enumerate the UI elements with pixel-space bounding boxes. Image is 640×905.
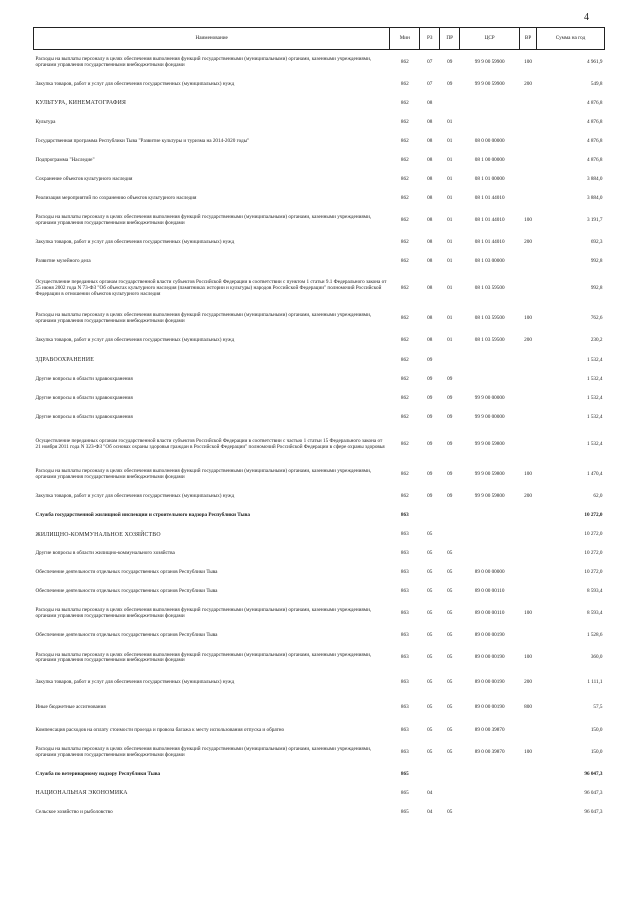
cell-csr: 08 1 03 59500: [474, 315, 505, 322]
cell-name: КУЛЬТУРА, КИНЕМАТОГРАФИЯ: [35, 100, 127, 107]
cell-rz: 09: [427, 492, 433, 499]
table-row: [34, 506, 605, 525]
cell-rz: 05: [427, 610, 433, 617]
cell-csr: [460, 113, 520, 132]
cell-vr: [520, 526, 537, 545]
cell-sum: 10 272,0: [584, 531, 603, 538]
cell-sum: 8 593,4: [586, 588, 603, 595]
cell-min: 862: [400, 315, 409, 322]
cell-vr: 100: [524, 610, 532, 617]
cell-pr: 05: [447, 679, 453, 686]
cell-pr: 05: [447, 550, 453, 557]
cell-rz: 09: [427, 440, 433, 447]
cell-csr: 89 0 00 00190: [474, 654, 505, 661]
cell-rz: 09: [427, 470, 433, 477]
cell-csr: 08 1 00 00000: [474, 156, 505, 163]
cell-min: 862: [400, 492, 409, 499]
budget-table: [33, 27, 605, 822]
cell-sum: 1 528,6: [586, 632, 603, 639]
cell-vr: 200: [524, 492, 532, 499]
cell-rz: 07: [427, 80, 433, 87]
table-row: [34, 803, 605, 822]
cell-min: 862: [400, 176, 409, 183]
cell-rz: 05: [427, 632, 433, 639]
cell-min: 863: [400, 704, 409, 711]
cell-vr: [520, 765, 537, 784]
cell-min: 863: [400, 632, 409, 639]
table-row: [34, 170, 605, 189]
cell-pr: 09: [447, 470, 453, 477]
cell-name: Иные бюджетные ассигнования: [35, 704, 106, 711]
cell-csr: [460, 545, 520, 564]
cell-pr: [440, 94, 460, 113]
cell-name: Расходы на выплаты персоналу в целях обеспечения выполнения функций государственными (муниципальными) органами, казенными учреждениями, органами управления государственными внебюджетными фондами: [35, 214, 372, 227]
table-row: [34, 427, 605, 462]
cell-name: Расходы на выплаты персоналу в целях обеспечения выполнения функций государственными (муниципальными) органами, казенными учреждениями, органами управления государственными внебюджетными фондами: [35, 607, 372, 620]
cell-vr: [520, 784, 537, 803]
cell-pr: 09: [447, 394, 453, 401]
cell-csr: 99 9 00 00000: [474, 394, 505, 401]
cell-sum: 549,8: [590, 80, 603, 87]
table-row: [34, 94, 605, 113]
table-row: [34, 462, 605, 487]
table-row: [34, 646, 605, 671]
cell-name: Другие вопросы в области жилищно-коммунального хозяйства: [35, 550, 175, 557]
cell-csr: 89 0 00 00000: [474, 569, 505, 576]
page-number: 4: [584, 12, 589, 23]
cell-sum: 96 047,3: [584, 770, 603, 777]
cell-pr: 05: [447, 569, 453, 576]
cell-pr: 09: [447, 413, 453, 420]
cell-sum: 992,8: [590, 285, 603, 292]
cell-rz: 05: [427, 748, 433, 755]
cell-pr: [440, 506, 460, 525]
cell-vr: 100: [524, 217, 532, 224]
table-row: [34, 784, 605, 803]
table-row: [34, 545, 605, 564]
cell-vr: [520, 506, 537, 525]
cell-csr: 08 1 03 59500: [474, 337, 505, 344]
cell-rz: 08: [427, 315, 433, 322]
cell-sum: 1 532,4: [586, 356, 603, 363]
cell-pr: [440, 526, 460, 545]
cell-vr: [520, 389, 537, 408]
cell-csr: 08 0 00 00000: [474, 137, 505, 144]
cell-rz: 05: [427, 654, 433, 661]
cell-vr: [520, 545, 537, 564]
table-row: [34, 564, 605, 583]
cell-rz: 05: [427, 550, 433, 557]
cell-sum: 1 532,4: [586, 413, 603, 420]
cell-pr: 01: [447, 176, 453, 183]
cell-pr: 01: [447, 118, 453, 125]
cell-name: Расходы на выплаты персоналу в целях обеспечения выполнения функций государственными (муниципальными) органами, казенными учреждениями, органами управления государственными внебюджетными фондами: [35, 651, 372, 664]
cell-vr: [520, 351, 537, 370]
cell-sum: 992,8: [590, 258, 603, 265]
cell-min: 863: [400, 569, 409, 576]
cell-sum: 692,3: [590, 239, 603, 246]
cell-pr: 01: [447, 285, 453, 292]
cell-csr: [460, 526, 520, 545]
cell-sum: 1 532,4: [586, 440, 603, 447]
cell-vr: 200: [524, 679, 532, 686]
cell-rz: 09: [427, 375, 433, 382]
cell-vr: 200: [524, 337, 532, 344]
table-row: [34, 307, 605, 332]
table-row: [34, 332, 605, 351]
cell-min: 862: [400, 217, 409, 224]
cell-name: Обеспечение деятельности отдельных государственных органов Республики Тыва: [35, 588, 218, 595]
cell-min: 865: [400, 789, 409, 796]
cell-rz: 08: [427, 99, 433, 106]
cell-name: Культура: [35, 118, 56, 125]
table-row: [34, 671, 605, 696]
cell-vr: 800: [524, 704, 532, 711]
table-row: [34, 351, 605, 370]
cell-csr: 08 1 01 44010: [474, 195, 505, 202]
cell-sum: 3 884,0: [586, 195, 603, 202]
cell-csr: 08 1 03 59500: [474, 285, 505, 292]
cell-vr: [520, 253, 537, 272]
cell-name: Сельское хозяйство и рыболовство: [35, 808, 113, 815]
cell-sum: 57,5: [593, 704, 603, 711]
table-row: [34, 272, 605, 307]
cell-vr: 200: [524, 80, 532, 87]
cell-sum: 1 111,1: [587, 679, 603, 686]
table-row: [34, 132, 605, 151]
cell-csr: 89 0 00 00190: [474, 704, 505, 711]
cell-csr: [460, 803, 520, 822]
cell-name: Подпрограмма "Наследие": [35, 156, 95, 163]
cell-csr: 08 1 03 00000: [474, 258, 505, 265]
cell-rz: 08: [427, 137, 433, 144]
cell-sum: 1 532,4: [586, 375, 603, 382]
cell-rz: [420, 506, 440, 525]
cell-name: Развитие музейного дела: [35, 258, 91, 265]
cell-vr: [520, 408, 537, 427]
cell-rz: 05: [427, 588, 433, 595]
cell-sum: 150,0: [590, 726, 603, 733]
cell-name: Закупка товаров, работ и услуг для обеспечения государственных (муниципальных) нужд: [35, 492, 235, 499]
cell-rz: 08: [427, 176, 433, 183]
cell-name: Расходы на выплаты персоналу в целях обеспечения выполнения функций государственными (муниципальными) органами, казенными учреждениями, органами управления государственными внебюджетными фондами: [35, 745, 372, 758]
cell-name: Расходы на выплаты персоналу в целях обеспечения выполнения функций государственными (муниципальными) органами, казенными учреждениями, органами управления государственными внебюджетными фондами: [35, 55, 372, 68]
cell-sum: 96 047,3: [584, 808, 603, 815]
table-row: [34, 487, 605, 506]
cell-csr: 99 9 00 00000: [474, 413, 505, 420]
cell-min: 863: [400, 679, 409, 686]
header-csr: ЦСР: [460, 28, 520, 50]
cell-rz: 05: [427, 679, 433, 686]
table-row: [34, 721, 605, 740]
cell-vr: [520, 427, 537, 462]
cell-pr: 09: [447, 375, 453, 382]
cell-csr: [460, 370, 520, 389]
cell-rz: 08: [427, 118, 433, 125]
cell-pr: 01: [447, 217, 453, 224]
cell-pr: 01: [447, 315, 453, 322]
cell-sum: 1 532,4: [586, 394, 603, 401]
cell-pr: 01: [447, 337, 453, 344]
cell-csr: 89 0 00 00190: [474, 679, 505, 686]
cell-pr: [440, 784, 460, 803]
cell-pr: 05: [447, 704, 453, 711]
cell-min: 863: [400, 748, 409, 755]
cell-name: Расходы на выплаты персоналу в целях обеспечения выполнения функций государственными (муниципальными) органами, казенными учреждениями, органами управления государственными внебюджетными фондами: [35, 312, 372, 325]
cell-pr: 01: [447, 195, 453, 202]
cell-min: 862: [400, 375, 409, 382]
cell-sum: 10 272,0: [584, 569, 603, 576]
table-row: [34, 740, 605, 765]
cell-pr: [440, 765, 460, 784]
header-name: Наименование: [34, 28, 390, 50]
cell-sum: 4 876,8: [586, 99, 603, 106]
table-row: [34, 408, 605, 427]
cell-name: Реализация мероприятий по сохранению объектов культурного наследия: [35, 195, 197, 202]
cell-sum: 1 470,4: [586, 470, 603, 477]
cell-csr: 99 9 00 59800: [474, 492, 505, 499]
cell-name: Служба по ветеринарному надзору Республики Тыва: [35, 770, 161, 777]
cell-min: 862: [400, 80, 409, 87]
cell-min: 865: [400, 770, 409, 777]
cell-vr: [520, 113, 537, 132]
cell-min: 862: [400, 356, 409, 363]
cell-rz: 08: [427, 217, 433, 224]
table-row: [34, 765, 605, 784]
cell-csr: 99 9 00 59900: [474, 80, 505, 87]
cell-vr: [520, 564, 537, 583]
cell-min: 863: [400, 511, 409, 518]
header-pr: ПР: [440, 28, 460, 50]
cell-sum: 8 593,4: [586, 610, 603, 617]
cell-rz: 09: [427, 356, 433, 363]
cell-csr: [460, 94, 520, 113]
cell-pr: 01: [447, 156, 453, 163]
cell-min: 862: [400, 156, 409, 163]
cell-pr: 05: [447, 654, 453, 661]
cell-csr: [460, 784, 520, 803]
cell-vr: [520, 170, 537, 189]
table-row: [34, 627, 605, 646]
cell-name: Закупка товаров, работ и услуг для обеспечения государственных (муниципальных) нужд: [35, 80, 235, 87]
cell-vr: [520, 721, 537, 740]
table-row: [34, 526, 605, 545]
cell-min: 862: [400, 337, 409, 344]
cell-csr: 99 9 00 59900: [474, 58, 505, 65]
cell-rz: 04: [427, 789, 433, 796]
cell-vr: [520, 627, 537, 646]
cell-sum: 96 047,3: [584, 789, 603, 796]
cell-name: Обеспечение деятельности отдельных государственных органов Республики Тыва: [35, 632, 218, 639]
cell-name: Другие вопросы в области здравоохранения: [35, 375, 133, 382]
cell-vr: [520, 583, 537, 602]
cell-pr: 09: [447, 440, 453, 447]
cell-csr: [460, 351, 520, 370]
cell-vr: [520, 803, 537, 822]
cell-rz: 09: [427, 413, 433, 420]
cell-rz: 08: [427, 195, 433, 202]
cell-pr: [440, 351, 460, 370]
cell-vr: [520, 370, 537, 389]
table-row: [34, 50, 605, 76]
cell-name: Закупка товаров, работ и услуг для обеспечения государственных (муниципальных) нужд: [35, 239, 235, 246]
cell-min: 863: [400, 550, 409, 557]
cell-vr: 200: [524, 239, 532, 246]
cell-vr: 100: [524, 315, 532, 322]
cell-name: Закупка товаров, работ и услуг для обеспечения государственных (муниципальных) нужд: [35, 679, 235, 686]
cell-vr: [520, 272, 537, 307]
cell-min: 862: [400, 258, 409, 265]
cell-vr: 100: [524, 748, 532, 755]
cell-sum: 762,6: [590, 315, 603, 322]
table-row: [34, 370, 605, 389]
cell-csr: [460, 765, 520, 784]
cell-rz: 04: [427, 808, 433, 815]
cell-sum: 150,0: [590, 748, 603, 755]
cell-name: Осуществление переданных органам государственной власти субъектов Российской Федерации в соответствии с пунктом 1 статьи 9.1 Федерального закона от 25 июня 2002 года N 73-ФЗ "Об объектах культурного наследия (памятниках истории и культуры) народов Российской Федерации" полномочий Российской Федерации в отношении объектов культурного наследия: [35, 279, 387, 298]
cell-pr: 09: [447, 492, 453, 499]
cell-min: 863: [400, 531, 409, 538]
cell-min: 862: [400, 440, 409, 447]
cell-rz: 05: [427, 569, 433, 576]
cell-min: 863: [400, 588, 409, 595]
table-row: [34, 583, 605, 602]
cell-name: Другие вопросы в области здравоохранения: [35, 394, 133, 401]
cell-pr: 01: [447, 239, 453, 246]
cell-csr: 08 1 01 44010: [474, 217, 505, 224]
table-row: [34, 696, 605, 721]
table-row: [34, 151, 605, 170]
cell-vr: 100: [524, 654, 532, 661]
cell-name: Закупка товаров, работ и услуг для обеспечения государственных (муниципальных) нужд: [35, 337, 235, 344]
cell-vr: 100: [524, 58, 532, 65]
cell-csr: 08 1 01 44010: [474, 239, 505, 246]
cell-sum: 10 272,0: [584, 511, 603, 518]
cell-csr: 08 1 01 00000: [474, 176, 505, 183]
cell-vr: [520, 132, 537, 151]
cell-min: 862: [400, 413, 409, 420]
cell-rz: 05: [427, 726, 433, 733]
cell-sum: 4 876,8: [586, 156, 603, 163]
cell-csr: 89 0 00 00110: [474, 588, 505, 595]
cell-rz: 05: [427, 704, 433, 711]
table-row: [34, 253, 605, 272]
cell-sum: 4 961,9: [586, 58, 603, 65]
cell-min: 862: [400, 195, 409, 202]
cell-rz: [420, 765, 440, 784]
cell-sum: 62,0: [593, 492, 603, 499]
header-sum: Сумма на год: [537, 28, 605, 50]
cell-sum: 3 191,7: [586, 217, 603, 224]
header-min: Мин: [390, 28, 420, 50]
cell-pr: 01: [447, 258, 453, 265]
cell-csr: 89 0 00 39870: [474, 748, 505, 755]
cell-min: 865: [400, 808, 409, 815]
cell-min: 863: [400, 654, 409, 661]
cell-name: НАЦИОНАЛЬНАЯ ЭКОНОМИКА: [35, 790, 128, 797]
cell-pr: 09: [447, 58, 453, 65]
cell-csr: 89 0 00 39870: [474, 726, 505, 733]
header-vr: ВР: [520, 28, 537, 50]
cell-pr: 01: [447, 137, 453, 144]
cell-sum: 360,0: [590, 654, 603, 661]
cell-pr: 05: [447, 588, 453, 595]
cell-min: 863: [400, 610, 409, 617]
cell-rz: 09: [427, 394, 433, 401]
cell-vr: [520, 151, 537, 170]
cell-pr: 09: [447, 80, 453, 87]
cell-rz: 08: [427, 156, 433, 163]
cell-rz: 05: [427, 531, 433, 538]
table-row: [34, 602, 605, 627]
table-header: [34, 28, 605, 50]
cell-min: 862: [400, 285, 409, 292]
cell-min: 863: [400, 726, 409, 733]
cell-csr: [460, 506, 520, 525]
cell-pr: 05: [447, 610, 453, 617]
cell-sum: 230,2: [590, 337, 603, 344]
cell-name: Другие вопросы в области здравоохранения: [35, 413, 133, 420]
cell-name: Обеспечение деятельности отдельных государственных органов Республики Тыва: [35, 569, 218, 576]
cell-name: ЗДРАВООХРАНЕНИЕ: [35, 357, 94, 364]
cell-min: 862: [400, 470, 409, 477]
cell-min: 862: [400, 99, 409, 106]
table-row: [34, 389, 605, 408]
header-rz: РЗ: [420, 28, 440, 50]
cell-pr: 05: [447, 808, 453, 815]
cell-min: 862: [400, 58, 409, 65]
cell-rz: 07: [427, 58, 433, 65]
cell-name: Расходы на выплаты персоналу в целях обеспечения выполнения функций государственными (муниципальными) органами, казенными учреждениями, органами управления государственными внебюджетными фондами: [35, 467, 372, 480]
cell-sum: 10 272,0: [584, 550, 603, 557]
cell-vr: [520, 94, 537, 113]
cell-sum: 4 876,8: [586, 118, 603, 125]
cell-csr: 89 0 00 00190: [474, 632, 505, 639]
cell-min: 862: [400, 239, 409, 246]
cell-rz: 08: [427, 239, 433, 246]
table-row: [34, 75, 605, 94]
cell-rz: 08: [427, 337, 433, 344]
cell-vr: 100: [524, 470, 532, 477]
table-row: [34, 113, 605, 132]
cell-csr: 89 0 00 00110: [474, 610, 505, 617]
table-row: [34, 209, 605, 234]
cell-sum: 3 884,0: [586, 176, 603, 183]
cell-vr: [520, 190, 537, 209]
cell-pr: 05: [447, 748, 453, 755]
cell-name: Государственная программа Республики Тыва "Развитие культуры и туризма на 2014-2020 годы": [35, 137, 250, 144]
cell-name: Сохранение объектов культурного наследия: [35, 176, 133, 183]
cell-rz: 08: [427, 285, 433, 292]
cell-min: 862: [400, 118, 409, 125]
cell-rz: 08: [427, 258, 433, 265]
cell-csr: 99 9 00 59800: [474, 440, 505, 447]
cell-name: Служба государственной жилищной инспекции и строительного надзора Республики Тыва: [35, 511, 250, 518]
cell-min: 862: [400, 394, 409, 401]
cell-name: ЖИЛИЩНО-КОММУНАЛЬНОЕ ХОЗЯЙСТВО: [35, 531, 161, 538]
table-row: [34, 234, 605, 253]
cell-name: Осуществление переданных органам государственной власти субъектов Российской Федерации в соответствии с частью 1 статьи 15 Федерального закона от 21 ноября 2011 года N 323-ФЗ "Об основах охраны здоровья граждан в Российской Федерации" полномочий Российской Федерации в сфере охраны здоровья: [35, 437, 385, 450]
cell-pr: 05: [447, 726, 453, 733]
cell-csr: 99 9 00 59800: [474, 470, 505, 477]
table-row: [34, 190, 605, 209]
cell-sum: 4 876,8: [586, 137, 603, 144]
cell-name: Компенсация расходов на оплату стоимости проезда и провоза багажа к месту использования отпуска и обратно: [35, 726, 285, 733]
cell-pr: 05: [447, 632, 453, 639]
cell-min: 862: [400, 137, 409, 144]
